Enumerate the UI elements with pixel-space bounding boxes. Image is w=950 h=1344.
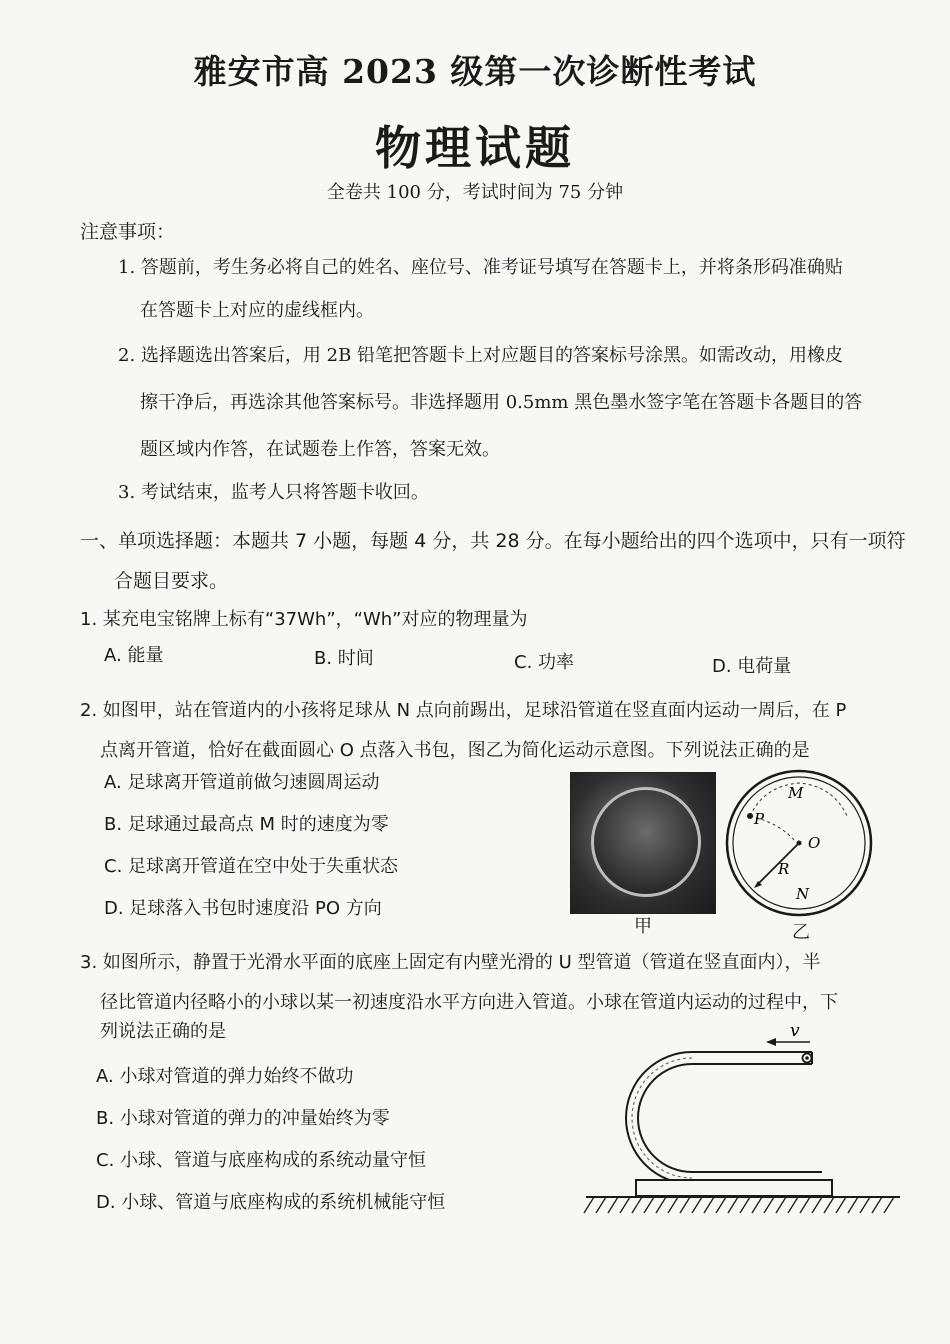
notice-item-3: 3. 考试结束，监考人只将答题卡收回。 <box>118 482 429 503</box>
subject-title: 物理试题 <box>375 121 575 175</box>
notice-heading: 注意事项： <box>80 221 176 243</box>
question-3-option-c: C. 小球、管道与底座构成的系统动量守恒 <box>96 1150 427 1171</box>
tunnel-photo-ring <box>591 787 701 897</box>
label-p: P <box>754 810 765 828</box>
figure-yi-caption: 乙 <box>792 922 810 943</box>
exam-info: 全卷共 100 分，考试时间为 75 分钟 <box>326 182 624 203</box>
question-2-option-a: A. 足球离开管道前做匀速圆周运动 <box>104 772 380 793</box>
label-r: R <box>778 860 790 878</box>
question-3-stem-line-1: 3. 如图所示，静置于光滑水平面的底座上固定有内壁光滑的 U 型管道（管道在竖直面内），半 <box>80 952 821 973</box>
base-block <box>636 1180 832 1196</box>
question-1-option-d: D. 电荷量 <box>712 656 792 677</box>
question-1-option-a: A. 能量 <box>104 645 164 666</box>
circular-tube-diagram <box>724 768 874 923</box>
ball-center <box>805 1056 809 1060</box>
point-p-dot <box>747 813 753 819</box>
question-3-stem-line-3: 列说法正确的是 <box>100 1021 226 1042</box>
question-2-stem-line-1: 2. 如图甲，站在管道内的小孩将足球从 N 点向前踢出，足球沿管道在竖直面内运动一周后，在 P <box>80 700 847 721</box>
notice-item-1-line-1: 1. 答题前，考生务必将自己的姓名、座位号、准考证号填写在答题卡上，并将条形码准确贴 <box>118 257 843 278</box>
section-heading-line-1: 一、单项选择题：本题共 7 小题，每题 4 分，共 28 分。在每小题给出的四个选项中，只有一项符 <box>80 530 906 552</box>
ground-hatching <box>584 1197 894 1213</box>
u-tube-inner-wall <box>638 1064 822 1172</box>
question-1-stem: 1. 某充电宝铭牌上标有“37Wh”，“Wh”对应的物理量为 <box>80 609 528 630</box>
question-2-stem-line-2: 点离开管道，恰好在截面圆心 O 点落入书包，图乙为简化运动示意图。下列说法正确的是 <box>100 740 810 761</box>
u-tube-diagram <box>580 1020 910 1225</box>
question-3-option-d: D. 小球、管道与底座构成的系统机械能守恒 <box>96 1192 446 1213</box>
notice-item-2-line-2: 擦干净后，再选涂其他答案标号。非选择题用 0.5mm 黑色墨水签字笔在答题卡各题目的答 <box>140 392 863 413</box>
label-v: v <box>790 1021 800 1041</box>
label-o: O <box>808 834 821 852</box>
question-3-option-a: A. 小球对管道的弹力始终不做功 <box>96 1066 354 1087</box>
notice-item-2-line-3: 题区域内作答，在试题卷上作答，答案无效。 <box>140 439 500 460</box>
tunnel-photo <box>570 772 716 914</box>
label-n: N <box>796 885 810 903</box>
question-2-option-c: C. 足球离开管道在空中处于失重状态 <box>104 856 399 877</box>
notice-item-1-line-2: 在答题卡上对应的虚线框内。 <box>140 300 374 321</box>
label-m: M <box>788 784 804 802</box>
section-heading-line-2: 合题目要求。 <box>114 570 229 592</box>
question-1-option-b: B. 时间 <box>314 648 374 669</box>
question-3-option-b: B. 小球对管道的弹力的冲量始终为零 <box>96 1108 390 1129</box>
question-2-option-b: B. 足球通过最高点 M 时的速度为零 <box>104 814 389 835</box>
notice-item-2-line-1: 2. 选择题选出答案后，用 2B 铅笔把答题卡上对应题目的答案标号涂黑。如需改动，用橡皮 <box>118 345 844 366</box>
velocity-arrowhead <box>766 1038 776 1046</box>
u-tube-outer-wall <box>626 1052 822 1184</box>
question-2-option-d: D. 足球落入书包时速度沿 PO 方向 <box>104 898 382 919</box>
exam-title: 雅安市高 2023 级第一次诊断性考试 <box>193 52 757 91</box>
question-1-option-c: C. 功率 <box>514 652 575 673</box>
figure-jia-caption: 甲 <box>634 916 652 937</box>
question-3-stem-line-2: 径比管道内径略小的小球以某一初速度沿水平方向进入管道。小球在管道内运动的过程中，下 <box>100 992 838 1013</box>
